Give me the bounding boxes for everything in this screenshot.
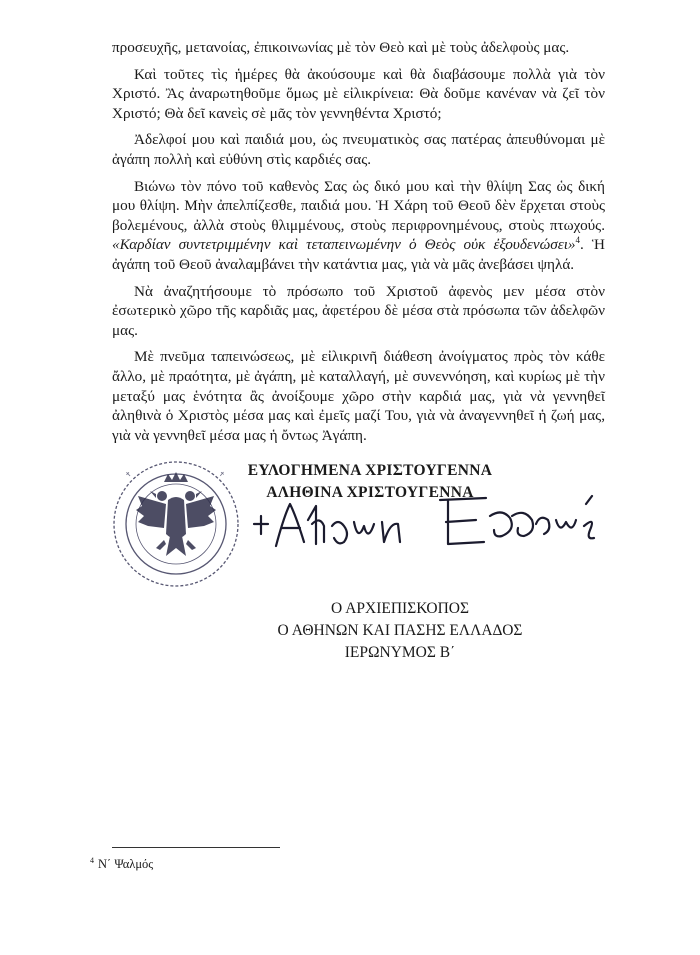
svg-text:✝: ✝	[123, 469, 134, 480]
footnote-separator	[112, 847, 280, 848]
paragraph-text: προσευχῆς, μετανοίας, ἐπικοινωνίας μὲ τὸν Θεὸ καὶ μὲ τοὺς ἀδελφοὺς μας.	[112, 39, 570, 56]
footnote-text: Ν΄ Ψαλμός	[98, 857, 154, 872]
footnote-number: 4	[90, 856, 94, 865]
handwritten-signature	[250, 486, 610, 556]
paragraph	[112, 347, 605, 445]
paragraph	[112, 130, 605, 169]
signatory-line-3: ΙΕΡΩΝΥΜΟΣ Β΄	[344, 644, 456, 661]
signatory-block	[200, 598, 600, 664]
scripture-quote: «Καρδίαν συντετριμμένην καὶ τεταπεινωμένην ὁ Θεὸς οὐκ ἐξουδενώσει»	[112, 236, 576, 254]
paragraph-text: Μὲ πνεῦμα ταπεινώσεως, μὲ εἰλικρινῆ διάθεση ἀνοίγματος πρὸς τὸν κάθε ἄλλο, μὲ πραότητα, μὲ ἀγάπη, μὲ καταλλαγή, μὲ συνεννόηση, καὶ κυρίως μὲ τὴν μεταξύ μας ἑνότητα ἂς ἀνοίξουμε χῶρο στὴν καρδιά μας, γιὰ νὰ γεννηθεῖ ἀληθινὰ ὁ Χριστὸς μέσα μας καὶ ἐμεῖς μαζί Του, γιὰ νὰ ἀναγεννηθεῖ ἡ ζωή μας, γιὰ νὰ γεννηθεῖ μέσα μας ἡ ὄντως Ἀγάπη.	[112, 348, 605, 444]
paragraph	[112, 65, 605, 124]
greeting-line-1: ΕΥΛΟΓΗΜΕΝΑ ΧΡΙΣΤΟΥΓΕΝΝΑ	[247, 462, 493, 479]
footnote	[90, 856, 153, 872]
paragraph	[112, 38, 605, 58]
paragraph-text: Νὰ ἀναζητήσουμε τὸ πρόσωπο τοῦ Χριστοῦ ἀφενὸς μεν μέσα στὸν ἐσωτερικὸ χῶρο τῆς καρδιᾶς μας, ἀφετέρου δὲ μέσα στὰ πρόσωπα τῶν ἀδελφῶν μας.	[112, 282, 605, 339]
letter-body	[112, 38, 605, 452]
double-headed-eagle-seal-icon	[108, 444, 248, 594]
paragraph-text: Ἀδελφοί μου καὶ παιδιά μου, ὡς πνευματικὸς σας πατέρας ἀπευθύνομαι μὲ ἀγάπη πολλὴ καὶ εὐθύνη στὶς καρδιές σας.	[112, 131, 605, 168]
paragraph	[112, 177, 605, 275]
signatory-line-2: Ο ΑΘΗΝΩΝ ΚΑΙ ΠΑΣΗΣ ΕΛΛΑΔΟΣ	[277, 622, 523, 639]
signatory-line-1: Ο ΑΡΧΙΕΠΙΣΚΟΠΟΣ	[331, 600, 469, 617]
footnote-reference: 4	[575, 235, 581, 246]
paragraph-text: Βιώνω τὸν πόνο τοῦ καθενὸς Σας ὡς δικό μου καὶ τὴν θλίψη Σας ὡς δική μου θλίψη. Μὴν ἀπελπίζεσθε, παιδιά μου. Ἡ Χάρη τοῦ Θεοῦ δὲν ἔρχεται στοὺς βολεμένους, ἀλλὰ στοὺς θλιμμένους, στοὺς περιφρονημένους, στοὺς πτωχούς.	[112, 177, 605, 234]
paragraph-text: Καὶ τοῦτες τὶς ἡμέρες θὰ ἀκούσουμε καὶ θὰ διαβάσουμε πολλὰ γιὰ τὸν Χριστό. Ἂς ἀναρωτηθοῦμε ὅμως μὲ εἰλικρίνεια: Θὰ δοῦμε κανέναν νὰ ζεῖ τὸν Χριστό; Θὰ δεῖ κανεὶς σὲ μᾶς τὸν γεννηθέντα Χριστό;	[112, 65, 605, 122]
svg-text:✝: ✝	[216, 469, 227, 480]
paragraph-text: . Ἡ ἀγάπη τοῦ Θεοῦ ἀναλαμβάνει τὴν κατάντια μας, γιὰ νὰ μᾶς ἀνεβάσει ψηλά.	[112, 236, 605, 273]
paragraph	[112, 282, 605, 341]
greeting-line-2: ΑΛΗΘΙΝΑ ΧΡΙΣΤΟΥΓΕΝΝΑ	[266, 484, 474, 501]
